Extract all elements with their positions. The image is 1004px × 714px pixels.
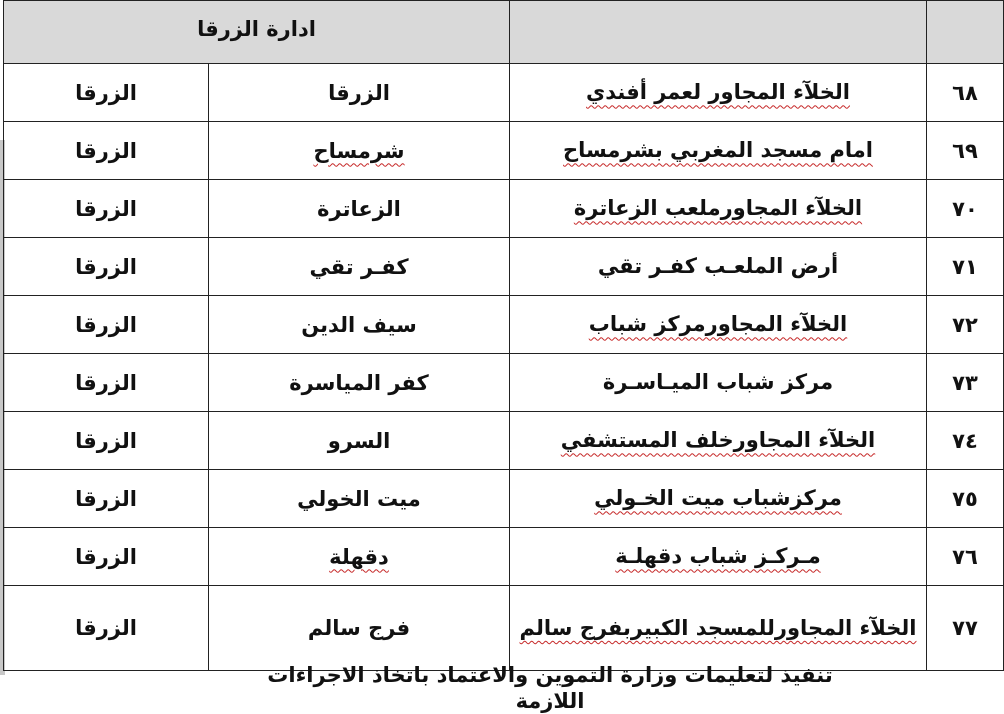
table-row bbox=[4, 296, 1004, 354]
admin-cell: الزرقا bbox=[4, 412, 209, 470]
village-cell bbox=[209, 122, 510, 180]
admin-cell: الزرقا bbox=[4, 354, 209, 412]
district-title: ادارة الزرقا bbox=[4, 1, 510, 64]
admin-cell: الزرقا bbox=[4, 122, 209, 180]
place-text: امام مسجد المغربي بشرمساح bbox=[563, 138, 873, 163]
village-cell: كفر المياسرة bbox=[209, 354, 510, 412]
table-row bbox=[4, 354, 1004, 412]
row-number: ٦٩ bbox=[927, 122, 1004, 180]
table-row bbox=[4, 238, 1004, 296]
place-cell: أرض الملعـب كفـر تقي bbox=[510, 238, 927, 296]
village-text: دقهلة bbox=[329, 544, 389, 569]
village-cell: الزرقا bbox=[209, 64, 510, 122]
place-text: الخلآء المجاورمركز شباب bbox=[588, 312, 848, 337]
header-cell-empty bbox=[510, 1, 927, 64]
table-row bbox=[4, 470, 1004, 528]
admin-cell: الزرقا bbox=[4, 470, 209, 528]
place-cell: مركز شباب الميـاسـرة bbox=[510, 354, 927, 412]
admin-cell: الزرقا bbox=[4, 180, 209, 238]
table-row bbox=[4, 412, 1004, 470]
row-number: ٧٤ bbox=[927, 412, 1004, 470]
footnote-text: تنفيذ لتعليمات وزارة التموين والاعتماد باتخاذ الاجراءات اللازمة bbox=[267, 663, 833, 713]
row-number: ٧٣ bbox=[927, 354, 1004, 412]
place-text: الخلآء المجاورخلف المستشفي bbox=[560, 428, 876, 453]
village-cell: ميت الخولي bbox=[209, 470, 510, 528]
village-cell: فرج سالم bbox=[209, 586, 510, 671]
place-text: مركزشباب ميت الخـولي bbox=[594, 486, 842, 511]
place-text: مـركـز شباب دقهلـة bbox=[615, 544, 821, 569]
admin-cell: الزرقا bbox=[4, 238, 209, 296]
row-number: ٧٢ bbox=[927, 296, 1004, 354]
village-text: شرمساح bbox=[313, 138, 405, 163]
place-cell bbox=[510, 412, 927, 470]
distribution-table bbox=[3, 0, 1004, 671]
place-cell bbox=[510, 122, 927, 180]
row-number: ٧٧ bbox=[927, 586, 1004, 671]
place-cell bbox=[510, 64, 927, 122]
row-number: ٧٠ bbox=[927, 180, 1004, 238]
village-cell: سيف الدين bbox=[209, 296, 510, 354]
place-cell bbox=[510, 528, 927, 586]
table-row bbox=[4, 528, 1004, 586]
table-row bbox=[4, 64, 1004, 122]
place-cell bbox=[510, 296, 927, 354]
place-text: الخلآء المجاورللمسجد الكبيربفرج سالم bbox=[519, 615, 917, 640]
place-text: الخلآء المجاورملعب الزعاترة bbox=[573, 196, 863, 221]
place-text: الخلآء المجاور لعمر أفندي bbox=[586, 80, 850, 105]
village-cell: الزعاترة bbox=[209, 180, 510, 238]
place-cell bbox=[510, 470, 927, 528]
place-cell bbox=[510, 180, 927, 238]
row-number: ٧١ bbox=[927, 238, 1004, 296]
table-header-row bbox=[4, 1, 1004, 64]
table-row bbox=[4, 586, 1004, 671]
village-cell bbox=[209, 528, 510, 586]
header-cell-empty bbox=[927, 1, 1004, 64]
row-number: ٦٨ bbox=[927, 64, 1004, 122]
admin-cell: الزرقا bbox=[4, 586, 209, 671]
village-cell: كفـر تقي bbox=[209, 238, 510, 296]
admin-cell: الزرقا bbox=[4, 64, 209, 122]
admin-cell: الزرقا bbox=[4, 528, 209, 586]
table-row bbox=[4, 122, 1004, 180]
village-cell: السرو bbox=[209, 412, 510, 470]
place-cell bbox=[510, 586, 927, 671]
table-row bbox=[4, 180, 1004, 238]
row-number: ٧٥ bbox=[927, 470, 1004, 528]
row-number: ٧٦ bbox=[927, 528, 1004, 586]
admin-cell: الزرقا bbox=[4, 296, 209, 354]
